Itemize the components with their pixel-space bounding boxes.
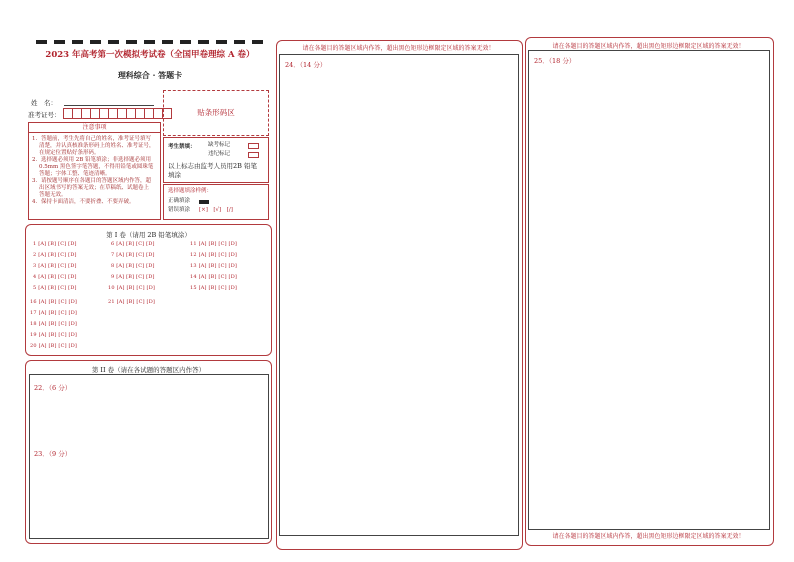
question-row[interactable]: 14 [A] [B] [C] [D] (190, 274, 238, 280)
q25-label: 25．（18 分） (534, 57, 576, 65)
notice-line: 在规定位置贴好条形码。 (39, 150, 100, 156)
name-label: 姓 名： (31, 99, 57, 107)
id-number-cells[interactable] (64, 108, 172, 119)
status-note-2: 填涂 (168, 171, 181, 179)
notice-line: 0.5mm 黑色签字笔答题，不得用铅笔或圆珠笔 (39, 164, 154, 170)
question-row[interactable]: 8 [A] [B] [C] [D] (111, 263, 155, 269)
fill-sample-title: 选择题填涂样例： (168, 188, 213, 194)
question-row[interactable]: 3 [A] [B] [C] [D] (33, 263, 77, 269)
wrong-fill-marks: [×] [√] [/] (199, 207, 233, 213)
question-row[interactable]: 9 [A] [B] [C] [D] (111, 274, 155, 280)
col3-warning-bottom: 请在各题目的答题区域内作答，超出黑色矩形边框限定区域的答案无效！ (552, 533, 745, 540)
answer-area-24[interactable] (279, 54, 519, 536)
barcode-area (163, 90, 269, 136)
question-row[interactable]: 12 [A] [B] [C] [D] (190, 252, 238, 258)
notice-line: 2．选择题必须用 2B 铅笔填涂；非选择题必须用 (32, 157, 152, 163)
question-row[interactable]: 4 [A] [B] [C] [D] (33, 274, 77, 280)
q22-label: 22．（6 分） (34, 384, 72, 392)
section2-title: 第 II 卷（请在各试题的答题区内作答） (91, 366, 206, 374)
violation-checkbox[interactable] (248, 152, 259, 158)
question-row[interactable]: 18 [A] [B] [C] [D] (30, 321, 78, 327)
notice-line: 答题；字体工整、笔迹清晰。 (39, 171, 111, 177)
question-row[interactable]: 6 [A] [B] [C] [D] (111, 241, 155, 247)
correct-fill-label: 正确填涂 (168, 198, 191, 204)
answer-area-22-23[interactable] (29, 374, 269, 539)
notice-line: 答题无效。 (39, 192, 67, 198)
correct-fill-mark (199, 200, 209, 204)
exam-status-label: 考生禁填： (168, 144, 196, 150)
page-title: 2023 年高考第一次模拟考试卷（全国甲卷理综 A 卷） (45, 50, 255, 60)
question-row[interactable]: 13 [A] [B] [C] [D] (190, 263, 238, 269)
q23-label: 23．（9 分） (34, 450, 72, 458)
section1-title: 第 I 卷（请用 2B 铅笔填涂） (106, 231, 191, 239)
question-row[interactable]: 19 [A] [B] [C] [D] (30, 332, 78, 338)
exam-status-box (163, 137, 269, 183)
question-row[interactable]: 1 [A] [B] [C] [D] (33, 241, 77, 247)
answer-area-25[interactable] (528, 50, 770, 530)
notice-line: 清楚，并认真核准条形码上的姓名、准考证号， (39, 143, 155, 149)
col3-warning-top: 请在各题目的答题区域内作答，超出黑色矩形边框限定区域的答案无效！ (552, 43, 745, 50)
notice-line: 1．答题前，考生先将自己的姓名，准考证号填写 (32, 136, 152, 142)
notice-line: 4．保持卡面清洁，不要折叠、不要弄破。 (32, 199, 135, 205)
question-row[interactable]: 2 [A] [B] [C] [D] (33, 252, 77, 258)
violation-label: 违纪标记 (208, 151, 231, 157)
status-note: 以上标志由监考人员用2B 铅笔 (168, 162, 257, 170)
wrong-fill-label: 错误填涂 (168, 207, 191, 213)
col2-warning: 请在各题目的答题区域内作答，超出黑色矩形边框限定区域的答案无效！ (302, 45, 495, 52)
absent-label: 缺考标记 (208, 142, 231, 148)
page-subtitle: 理科综合 · 答题卡 (117, 70, 183, 80)
barcode-label: 贴条形码区 (197, 108, 235, 117)
q24-label: 24．（14 分） (285, 61, 327, 69)
notice-title: 注意事项 (29, 123, 160, 133)
question-row[interactable]: 20 [A] [B] [C] [D] (30, 343, 78, 349)
alignment-marks (36, 40, 266, 44)
name-line[interactable] (64, 105, 154, 106)
question-row[interactable]: 16 [A] [B] [C] [D] (30, 299, 78, 305)
fill-sample-box (163, 184, 269, 220)
absent-checkbox[interactable] (248, 143, 259, 149)
question-row[interactable]: 21 [A] [B] [C] [D] (108, 299, 156, 305)
question-row[interactable]: 11 [A] [B] [C] [D] (190, 241, 238, 247)
question-row[interactable]: 5 [A] [B] [C] [D] (33, 285, 77, 291)
notice-line: 3．请按题号顺序在各题目的答题区域内作答，超 (32, 178, 152, 184)
notice-box (28, 122, 161, 220)
question-row[interactable]: 17 [A] [B] [C] [D] (30, 310, 78, 316)
question-row[interactable]: 10 [A] [B] [C] [D] (108, 285, 156, 291)
question-row[interactable]: 7 [A] [B] [C] [D] (111, 252, 155, 258)
notice-line: 出区域书写的答案无效；在草稿纸、试题卷上 (39, 185, 150, 191)
question-row[interactable]: 15 [A] [B] [C] [D] (190, 285, 238, 291)
id-label: 准考证号： (28, 111, 61, 119)
